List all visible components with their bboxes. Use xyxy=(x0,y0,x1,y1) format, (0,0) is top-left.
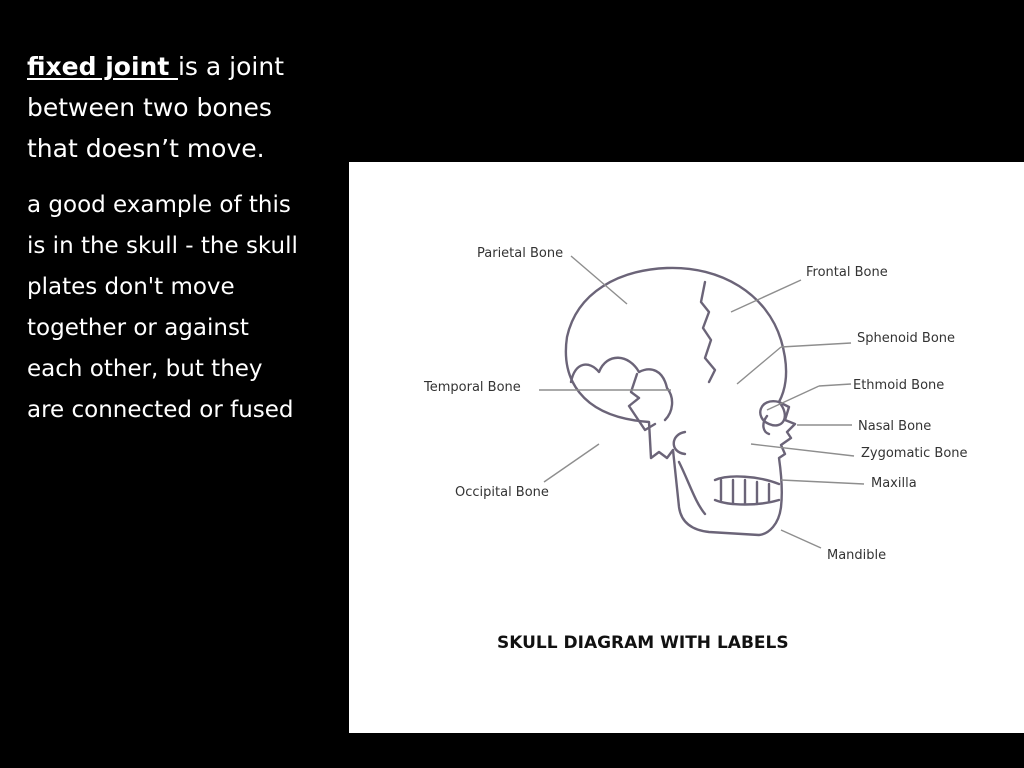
figure-caption: SKULL DIAGRAM WITH LABELS xyxy=(497,633,789,653)
leader-frontal xyxy=(731,280,801,312)
label-nasal-bone: Nasal Bone xyxy=(858,419,932,434)
definition-paragraph xyxy=(27,46,349,169)
leader-ethmoid-a xyxy=(819,384,851,386)
leader-parietal xyxy=(571,256,627,304)
skull-drawing xyxy=(566,268,795,535)
leader-sphenoid-a xyxy=(781,343,851,347)
example-line: together or against xyxy=(27,315,249,341)
label-mandible: Mandible xyxy=(827,548,887,563)
leader-sphenoid-b xyxy=(737,347,781,384)
example-line: plates don't move xyxy=(27,274,235,300)
skull-diagram xyxy=(349,162,1024,733)
example-paragraph xyxy=(27,185,349,431)
label-occipital-bone: Occipital Bone xyxy=(455,485,549,500)
label-zygomatic-bone: Zygomatic Bone xyxy=(861,446,968,461)
example-line: each other, but they xyxy=(27,356,263,382)
leader-ethmoid-b xyxy=(767,386,819,410)
leader-mandible xyxy=(781,530,821,548)
term-fixed-joint: fixed joint xyxy=(27,52,178,81)
leader-maxilla xyxy=(781,480,864,484)
example-line: is in the skull - the skull xyxy=(27,233,298,259)
label-maxilla: Maxilla xyxy=(871,476,917,491)
label-parietal-bone: Parietal Bone xyxy=(477,246,564,261)
label-temporal-bone: Temporal Bone xyxy=(424,380,521,395)
example-line: are connected or fused xyxy=(27,397,294,423)
leader-zygomatic xyxy=(751,444,854,456)
definition-line-2: between two bones xyxy=(27,93,272,122)
definition-line-3: that doesn’t move. xyxy=(27,134,265,163)
leader-occipital xyxy=(544,444,599,482)
definition-rest: is a joint xyxy=(177,52,285,81)
label-sphenoid-bone: Sphenoid Bone xyxy=(857,331,956,346)
example-line: a good example of this xyxy=(27,192,291,218)
label-frontal-bone: Frontal Bone xyxy=(806,265,888,280)
skull-diagram-figure xyxy=(349,162,1024,733)
text-panel xyxy=(27,46,349,431)
label-ethmoid-bone: Ethmoid Bone xyxy=(853,378,945,393)
